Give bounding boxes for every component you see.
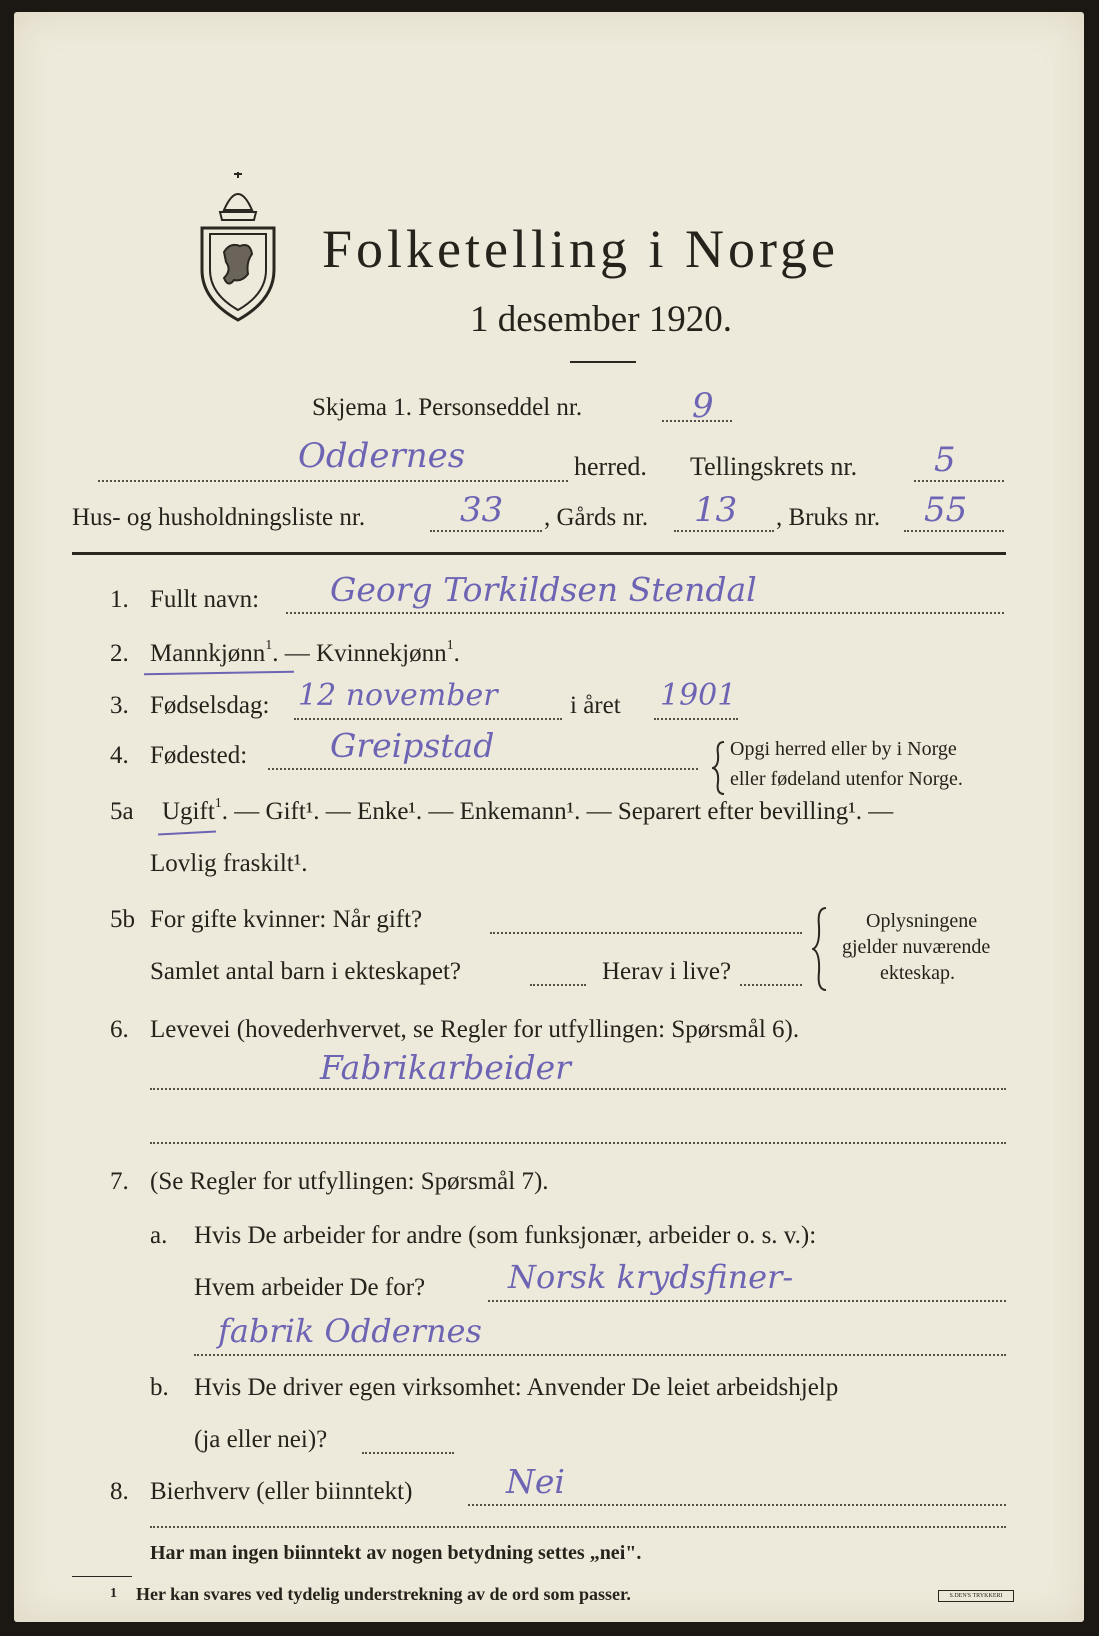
footer-note: Har man ingen biinntekt av nogen betydning settes „nei". (150, 1542, 642, 1564)
q5b-label-1: For gifte kvinner: Når gift? (150, 906, 423, 933)
husholdningsliste-field[interactable] (430, 530, 542, 532)
q7a-letter: a. (150, 1222, 168, 1249)
option-mannkjonn[interactable]: Mannkjønn (150, 640, 266, 667)
children-count-field[interactable] (530, 984, 586, 986)
year-label: i året (570, 692, 621, 719)
q7b-question: (ja eller nei)? (194, 1426, 328, 1453)
employer-value-2: fabrik Oddernes (218, 1312, 482, 1350)
skjema-label: Skjema 1. Personseddel nr. (312, 394, 583, 421)
q2-options: Mannkjønn$^1$. — Kvinnekjønn$^1$. (150, 638, 460, 667)
secondary-income-value: Nei (506, 1462, 565, 1501)
herred-label: herred. (574, 452, 647, 481)
herred-value: Oddernes (298, 436, 466, 476)
tellingskrets-label: Tellingskrets nr. (690, 452, 858, 481)
q6-number: 6. (110, 1016, 129, 1043)
marriage-note-1: Oplysningene (866, 910, 978, 932)
birthyear-value: 1901 (660, 678, 737, 713)
q7-label: (Se Regler for utfyllingen: Spørsmål 7). (150, 1168, 549, 1195)
hired-help-field[interactable] (362, 1452, 454, 1454)
birthplace-note-1: Opgi herred eller by i Norge (730, 738, 957, 760)
birthplace-value: Greipstad (330, 726, 495, 765)
gards-value: 13 (694, 490, 738, 530)
full-name-field[interactable] (286, 612, 1004, 614)
marriage-note-2: gjelder nuværende (842, 936, 991, 958)
q5b-label-2: Samlet antal barn i ekteskapet? (150, 958, 461, 985)
q1-number: 1. (110, 586, 129, 613)
husholdningsliste-label: Hus- og husholdningsliste nr. (72, 504, 366, 531)
census-form (14, 12, 1084, 1622)
q5a-number: 5a (110, 798, 134, 825)
q4-label: Fødested: (150, 742, 248, 769)
occupation-field-2[interactable] (150, 1142, 1006, 1144)
bruks-field[interactable] (904, 530, 1004, 532)
employer-value-1: Norsk krydsfiner- (508, 1258, 794, 1296)
option-ugift[interactable]: Ugift (162, 798, 215, 825)
q3-label: Fødselsdag: (150, 692, 270, 719)
married-date-field[interactable] (490, 932, 802, 934)
q2-number: 2. (110, 640, 129, 667)
ugift-underline (158, 830, 216, 835)
brace-icon-2 (812, 906, 828, 992)
full-name-value: Georg Torkildsen Stendal (330, 570, 757, 609)
children-alive-field[interactable] (740, 984, 802, 986)
tellingskrets-field[interactable] (914, 480, 1004, 482)
bruks-label: , Bruks nr. (776, 504, 881, 531)
q3-number: 3. (110, 692, 129, 719)
q7-number: 7. (110, 1168, 129, 1195)
bruks-value: 55 (924, 490, 968, 530)
q2-end: . (453, 640, 460, 667)
option-kvinnekjonn[interactable]: Kvinnekjønn (316, 640, 447, 667)
birthdate-field[interactable] (294, 718, 562, 720)
gards-field[interactable] (674, 530, 774, 532)
birthyear-field[interactable] (654, 718, 738, 720)
q4-number: 4. (110, 742, 129, 769)
birthplace-note-2: eller fødeland utenfor Norge. (730, 768, 963, 790)
employer-field-2[interactable] (194, 1354, 1006, 1356)
title-divider (570, 361, 636, 363)
husholdningsliste-value: 33 (460, 490, 504, 530)
q5b-label-3: Herav i live? (602, 958, 732, 985)
q7a-question: Hvem arbeider De for? (194, 1274, 426, 1301)
q5a-options: Ugift$^1$. — Gift¹. — Enke¹. — Enkemann¹. — Separert efter bevilling¹. — (162, 796, 894, 825)
personseddel-value: 9 (692, 386, 714, 426)
q8-label: Bierhverv (eller biinntekt) (150, 1478, 413, 1505)
gards-label: , Gårds nr. (544, 504, 649, 531)
secondary-income-field-2[interactable] (150, 1526, 1006, 1528)
q7b-letter: b. (150, 1374, 169, 1401)
form-title: Folketelling i Norge (322, 219, 839, 279)
q2-separator: . — (272, 640, 317, 667)
footnote-mark: 1 (110, 1586, 117, 1601)
mannkjonn-underline (144, 671, 294, 676)
brace-icon (712, 740, 726, 796)
herred-field[interactable] (98, 480, 568, 482)
printer-stamp: S.DEN'S TRYKKERI (938, 1590, 1014, 1602)
tellingskrets-value: 5 (934, 440, 956, 480)
employer-field-1[interactable] (488, 1300, 1006, 1302)
coat-of-arms-icon (194, 170, 282, 322)
occupation-field-1[interactable] (150, 1088, 1006, 1090)
occupation-value: Fabrikarbeider (320, 1048, 571, 1087)
footnote-divider (72, 1576, 132, 1577)
birthdate-value: 12 november (298, 678, 498, 713)
q7b-label: Hvis De driver egen virksomhet: Anvender De leiet arbeidshjelp (194, 1374, 839, 1401)
footnote-text: Her kan svares ved tydelig understrekning av de ord som passer. (136, 1584, 631, 1604)
q1-label: Fullt navn: (150, 586, 260, 613)
header-divider (72, 552, 1006, 555)
q8-number: 8. (110, 1478, 129, 1505)
q7a-label: Hvis De arbeider for andre (som funksjonær, arbeider o. s. v.): (194, 1222, 817, 1249)
marriage-note-3: ekteskap. (880, 962, 955, 984)
q5b-number: 5b (110, 906, 135, 933)
q5a-other-options[interactable]: . — Gift¹. — Enke¹. — Enkemann¹. — Separert efter bevilling¹. — (221, 798, 894, 825)
q5a-line2[interactable]: Lovlig fraskilt¹. (150, 850, 308, 877)
birthplace-field[interactable] (268, 768, 698, 770)
census-date: 1 desember 1920. (470, 299, 733, 340)
secondary-income-field[interactable] (468, 1504, 1006, 1506)
q6-label: Levevei (hovederhvervet, se Regler for utfyllingen: Spørsmål 6). (150, 1016, 800, 1043)
